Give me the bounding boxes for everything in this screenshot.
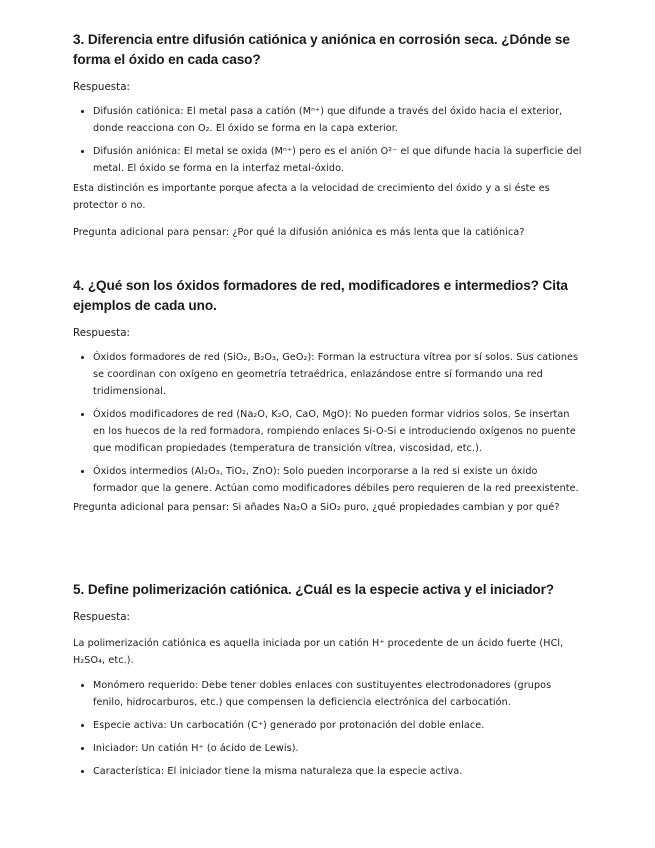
bullet-list bbox=[73, 677, 583, 780]
answer-label: Respuesta: bbox=[73, 327, 130, 339]
list-item: • Difusión catiónica: El metal pasa a catión (Mⁿ⁺) que difunde a través del óxido hacia el exterior, donde reacciona con O₂. El óxido se forma en la capa exterior. bbox=[93, 103, 583, 137]
paragraph: La polimerización catiónica es aquella iniciada por un catión H⁺ procedente de un ácido fuerte (HCl, H₂SO₄, etc.). bbox=[73, 638, 564, 666]
answer-label: Respuesta: bbox=[73, 81, 130, 93]
follow-up-question: Pregunta adicional para pensar: Si añades Na₂O a SiO₂ puro, ¿qué propiedades cambian y por qué? bbox=[73, 502, 560, 513]
section-title: 4. ¿Qué son los óxidos formadores de red, modificadores e intermedios? Cita ejemplos de cada uno. bbox=[73, 278, 568, 313]
section-title: 5. Define polimerización catiónica. ¿Cuál es la especie activa y el iniciador? bbox=[73, 582, 555, 597]
list-item: • Óxidos modificadores de red (Na₂O, K₂O, CaO, MgO): No pueden formar vidrios solos. Se insertan en los huecos de la red formadora, rompiendo enlaces Si-O-Si e introduciendo oxígenos no puente que modifican propiedades (temperatura de transición vítrea, viscosidad, etc.). bbox=[93, 406, 583, 457]
answer-label: Respuesta: bbox=[73, 611, 130, 623]
list-item: • Difusión aniónica: El metal se oxida (Mⁿ⁺) pero es el anión O²⁻ el que difunde hacia la superficie del metal. El óxido se forma en la interfaz metal-óxido. bbox=[93, 143, 583, 177]
bullet-list bbox=[73, 103, 583, 177]
list-item: • Iniciador: Un catión H⁺ (o ácido de Lewis). bbox=[93, 740, 583, 757]
paragraph: Esta distinción es importante porque afecta a la velocidad de crecimiento del óxido y a si éste es protector o no. bbox=[73, 183, 550, 211]
list-item: • Monómero requerido: Debe tener dobles enlaces con sustituyentes electrodonadores (grupos fenilo, hidrocarburos, etc.) que compensen la deficiencia electrónica del carbocatión. bbox=[93, 677, 583, 711]
section-5 bbox=[73, 580, 583, 786]
section-4 bbox=[73, 276, 583, 516]
list-item: • Característica: El iniciador tiene la misma naturaleza que la especie activa. bbox=[93, 763, 583, 780]
bullet-list bbox=[73, 349, 583, 497]
section-title: 3. Diferencia entre difusión catiónica y aniónica en corrosión seca. ¿Dónde se forma el óxido en cada caso? bbox=[73, 32, 570, 67]
list-item: • Óxidos formadores de red (SiO₂, B₂O₃, GeO₂): Forman la estructura vítrea por sí solos. Sus cationes se coordinan con oxígeno en geometría tetraédrica, enlazándose entre sí formando una red tridimensional. bbox=[93, 349, 583, 400]
list-item: • Especie activa: Un carbocatión (C⁺) generado por protonación del doble enlace. bbox=[93, 717, 583, 734]
section-3 bbox=[73, 30, 583, 241]
follow-up-question: Pregunta adicional para pensar: ¿Por qué la difusión aniónica es más lenta que la catiónica? bbox=[73, 227, 525, 238]
list-item: • Óxidos intermedios (Al₂O₃, TiO₂, ZnO): Solo pueden incorporarse a la red si existe un óxido formador que la genere. Actúan como modificadores débiles pero requieren de la red preexistente. bbox=[93, 463, 583, 497]
